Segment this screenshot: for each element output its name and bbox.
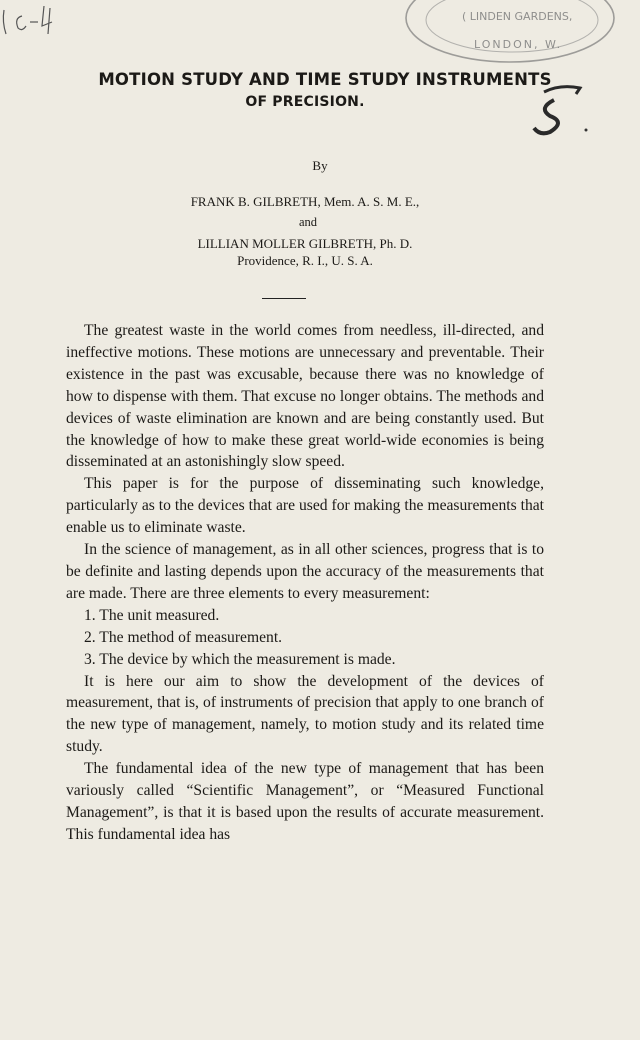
title-line-2: OF PRECISION. [245, 94, 365, 110]
byline-by: By [312, 158, 328, 173]
list-item: 2. The method of measurement. [84, 628, 283, 646]
svg-text:LONDON, W.: LONDON, W. [474, 38, 563, 51]
author-2: LILLIAN MOLLER GILBRETH, Ph. D. [197, 236, 413, 251]
paragraph-2: This paper is for the purpose of disseminating such knowledge, particularly as to the devices that are used for making the measurements that enable us to eliminate waste. [66, 475, 544, 537]
byline-and: and [298, 215, 318, 229]
title-line-1: MOTION STUDY AND TIME STUDY INSTRUMENTS [98, 70, 552, 89]
list-item: 1. The unit measured. [84, 606, 220, 624]
list-item: 3. The device by which the measurement is made. [84, 650, 396, 668]
library-stamp [400, 0, 620, 68]
paragraph-4: It is here our aim to show the development of the devices of measurement, that is, of instruments of precision that apply to one branch of the new type of management, namely, to motion study and its related time study. [66, 672, 544, 756]
paragraph-5: The fundamental idea of the new type of management that has been variously called “Scientific Management”, or “Measured Functional Management”, is that it is based upon the results of accurate measurement. This fundamental idea has [66, 760, 544, 843]
author-1: FRANK B. GILBRETH, Mem. A. S. M. E., [190, 194, 420, 209]
elements-list [66, 605, 544, 671]
paragraph-1: The greatest waste in the world comes from needless, ill-directed, and ineffective motions. These motions are unnecessary and preventable. Their existence in the past was excusable, because there was no knowledge of how to dispense with them. That excuse no longer obtains. The methods and devices of waste elimination are known and are being constantly used. But the knowledge of how to make these great world-wide economies is being disseminated at an astonishingly slow speed. [66, 322, 544, 471]
svg-text:( LINDEN GARDENS,: ( LINDEN GARDENS, [462, 10, 573, 23]
divider-rule [262, 298, 306, 299]
author-location: Providence, R. I., U. S. A. [237, 253, 373, 268]
handwritten-mark [0, 0, 60, 40]
body-text [66, 320, 544, 846]
paragraph-3: In the science of management, as in all other sciences, progress that is to be definite and lasting depends upon the accuracy of the measurements that are made. There are three elements to every measurement: [66, 541, 544, 602]
